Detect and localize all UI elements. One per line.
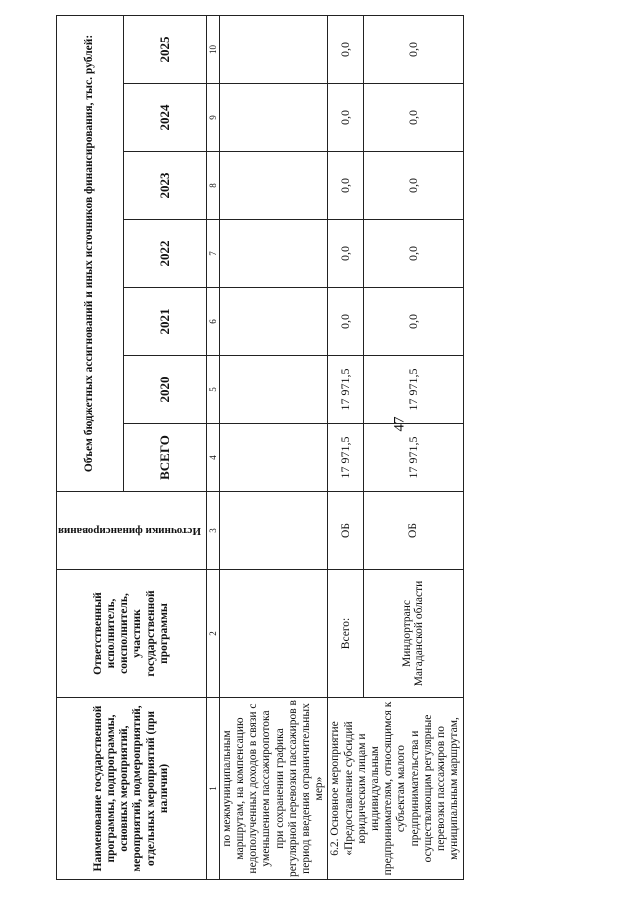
header-row-1 [57, 15, 124, 879]
row-value: 0,0 [328, 84, 364, 152]
column-number: 10 [206, 15, 219, 83]
row-source: ОБ [364, 492, 463, 570]
row-value: 0,0 [364, 152, 463, 220]
funding-table [56, 15, 464, 880]
row-value: 0,0 [328, 288, 364, 356]
column-number-row [206, 15, 219, 879]
row-value: 0,0 [364, 288, 463, 356]
table-row [328, 15, 364, 879]
header-year: 2020 [123, 356, 206, 424]
column-number: 6 [206, 288, 219, 356]
header-name: Наименование государственной программы, подпрограммы, основных мероприятий, мероприятий, подмероприятий, отдельных мероприятий (при наличии) [57, 698, 207, 880]
row-source [219, 492, 328, 570]
header-executor: Ответственный исполнитель, соисполнитель, участник государственной программы [57, 570, 207, 698]
row-value: 0,0 [364, 15, 463, 83]
row-value [219, 220, 328, 288]
header-funding: Объем бюджетных ассигнований и иных источников финансирования, тыс. рублей: [57, 15, 124, 491]
header-year: 2024 [123, 84, 206, 152]
row-value [219, 15, 328, 83]
column-number: 3 [206, 492, 219, 570]
header-year: 2025 [123, 15, 206, 83]
column-number: 7 [206, 220, 219, 288]
column-number: 1 [206, 698, 219, 880]
row-value: 0,0 [328, 152, 364, 220]
header-year: 2022 [123, 220, 206, 288]
row-value: 17 971,5 [328, 356, 364, 424]
row-value: 17 971,5 [328, 424, 364, 492]
row-value [219, 288, 328, 356]
row-value: 0,0 [364, 84, 463, 152]
row-executor [219, 570, 328, 698]
row-value: 0,0 [328, 220, 364, 288]
column-number: 2 [206, 570, 219, 698]
row-name: 6.2. Основное мероприятие «Предоставление субсидий юридическим лицам и индивидуальным предпринимателям, относящимся к субъектам малого предпринимательства и осуществляющим регулярные перевозки пассажиров по муниципальным маршрутам, [328, 698, 463, 880]
header-source: Источники финансирования [58, 524, 201, 537]
row-value: 0,0 [364, 220, 463, 288]
page-number: 47 [391, 416, 408, 432]
row-executor: Миндортранс Магаданской области [364, 570, 463, 698]
header-source-cell [57, 492, 207, 570]
column-number: 5 [206, 356, 219, 424]
header-year: 2023 [123, 152, 206, 220]
row-value: 17 971,5 [364, 356, 463, 424]
header-total: ВСЕГО [123, 424, 206, 492]
table-row [219, 15, 328, 879]
row-value: 17 971,5 [364, 424, 463, 492]
column-number: 9 [206, 84, 219, 152]
row-source: ОБ [328, 492, 364, 570]
column-number: 8 [206, 152, 219, 220]
row-value [219, 84, 328, 152]
row-value: 0,0 [328, 15, 364, 83]
row-value [219, 424, 328, 492]
row-value [219, 356, 328, 424]
row-value [219, 152, 328, 220]
row-executor: Всего: [328, 570, 364, 698]
row-name: по межмуниципальным маршрутам, на компенсацию недополученных доходов в связи с уменьшением пассажиропотока при сохранении графика регулярной перевозки пассажиров в период введения ограничительных мер» [219, 698, 328, 880]
header-year: 2021 [123, 288, 206, 356]
column-number: 4 [206, 424, 219, 492]
